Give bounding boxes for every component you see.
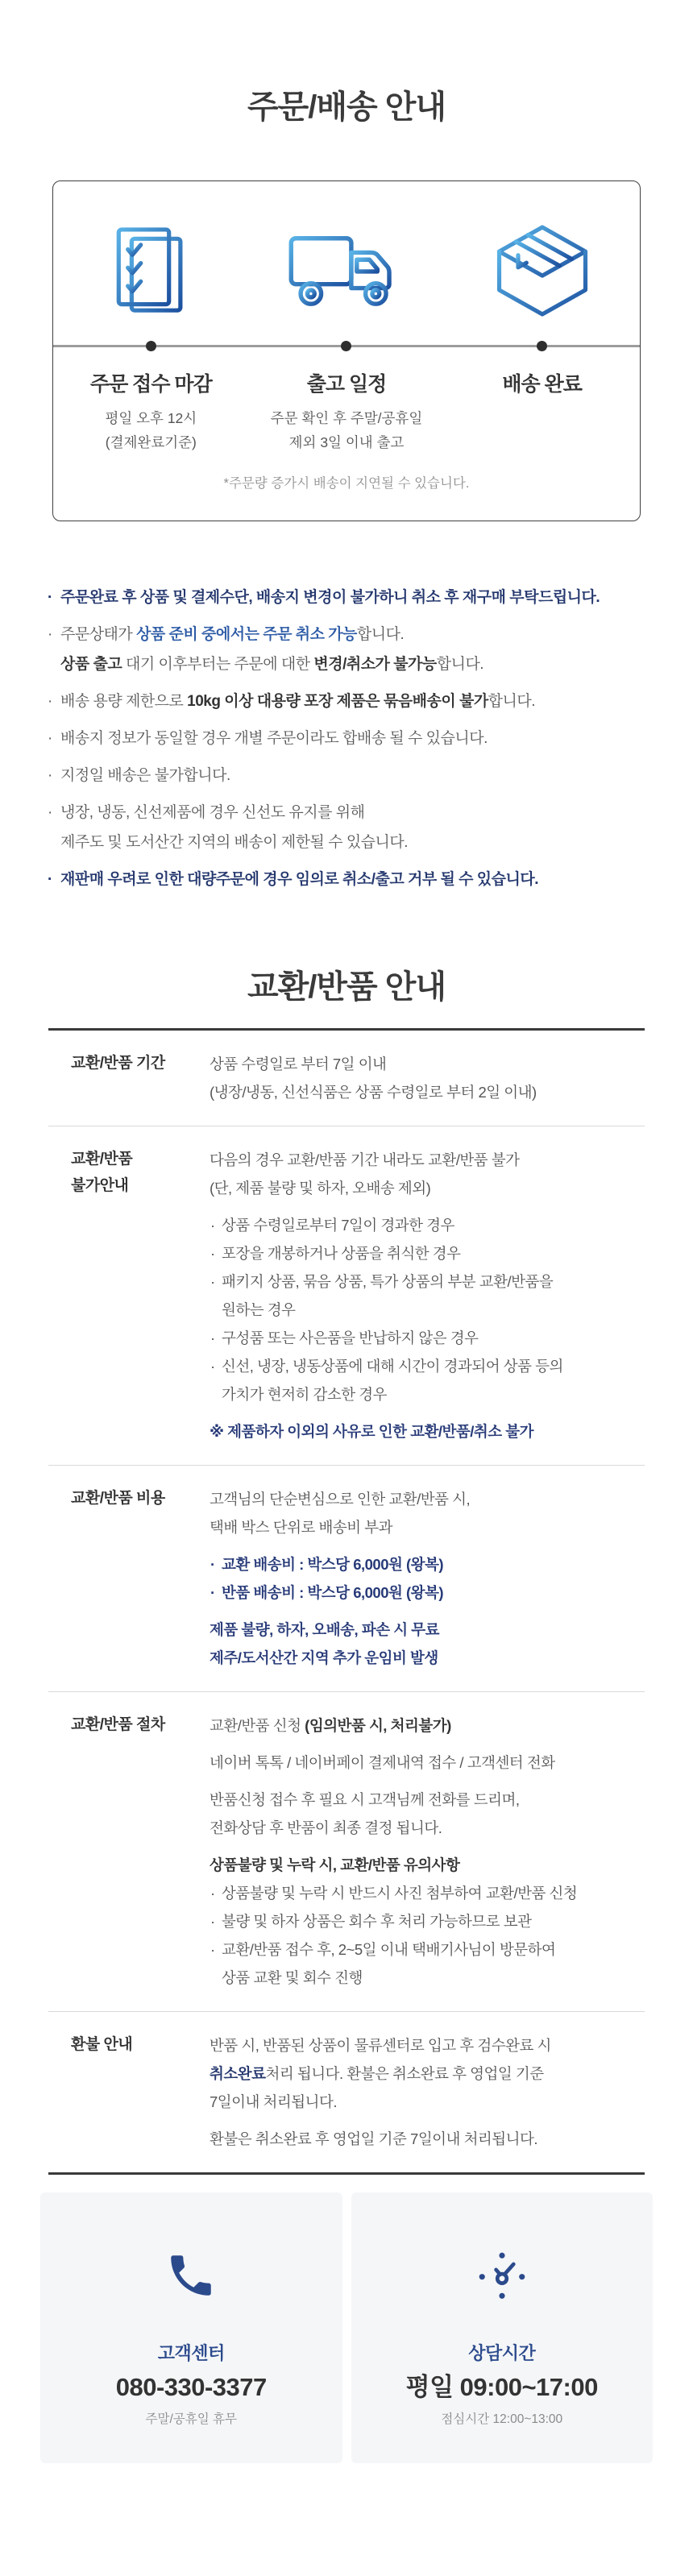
step-desc-shipping-schedule xyxy=(249,406,445,454)
policy-row xyxy=(48,1031,645,1126)
policy-row-label: 교환/반품 불가안내 xyxy=(71,1151,133,1194)
notice-item: · 주문상태가 상품 준비 중에서는 주문 취소 가능합니다. 상품 출고 대기 이후부터는 주문에 대한 변경/취소가 불가능합니다. xyxy=(47,620,661,679)
bullet-marker: · xyxy=(48,693,52,710)
truck-icon xyxy=(287,227,406,318)
policy-row-label: 환불 안내 xyxy=(71,2036,133,2053)
policy-bullet-item: · 패키지 상품, 묶음 상품, 특가 상품의 부분 교환/반품을 원하는 경우 xyxy=(210,1267,633,1324)
timeline xyxy=(53,341,640,351)
notice-item: · 재판매 우려로 인한 대량주문에 경우 임의로 취소/출고 거부 될 수 있습니다. xyxy=(47,865,661,894)
customer-center-title: 고객센터 xyxy=(157,2343,225,2363)
policy-row-content xyxy=(210,1711,645,1992)
policy-row-content xyxy=(210,1146,645,1446)
policy-row xyxy=(48,1692,645,2012)
consult-hours-value: 평일 09:00~17:00 xyxy=(405,2373,598,2401)
policy-row xyxy=(48,1466,645,1692)
policy-row-label: 교환/반품 기간 xyxy=(71,1055,165,1072)
phone-icon xyxy=(40,2244,342,2307)
policy-bullet-item: · 구성품 또는 사은품을 반납하지 않은 경우 xyxy=(210,1324,633,1352)
policy-paragraph: 반품신청 접수 후 필요 시 고객님께 전화를 드리며, 전화상담 후 반품이 최종 결정 됩니다. xyxy=(210,1791,520,1836)
customer-center-closed-note: 주말/공휴일 휴무 xyxy=(145,2412,237,2426)
policy-row-label: 교환/반품 비용 xyxy=(71,1490,165,1507)
shipping-delay-note: *주문량 증가시 배송이 지연될 수 있습니다. xyxy=(223,476,470,491)
bullet-marker: · xyxy=(210,1913,215,1930)
notice-item: · 배송지 정보가 동일할 경우 개별 주문이라도 합배송 될 수 있습니다. xyxy=(47,724,661,753)
policy-row xyxy=(48,1126,645,1466)
step-label-shipping-schedule: 출고 일정 xyxy=(306,373,387,396)
policy-paragraph: 반품 시, 반품된 상품이 물류센터로 입고 후 검수완료 시 취소완료처리 됩니다. 환불은 취소완료 후 영업일 기준 7일이내 처리됩니다. xyxy=(210,2037,551,2110)
policy-bullet-item: · 포장을 개봉하거나 상품을 취식한 경우 xyxy=(210,1239,633,1267)
customer-center-card xyxy=(40,2192,342,2463)
bullet-marker: · xyxy=(48,871,52,888)
policy-paragraph: 다음의 경우 교환/반품 기간 내라도 교환/반품 불가 xyxy=(210,1151,520,1168)
bullet-marker: · xyxy=(210,1217,215,1234)
policy-row-content xyxy=(210,1050,645,1106)
consult-hours-card xyxy=(351,2192,654,2463)
step-descs-row xyxy=(53,406,640,454)
package-icon xyxy=(493,223,591,322)
bullet-marker: · xyxy=(210,1556,215,1573)
policy-row-label: 교환/반품 절차 xyxy=(71,1716,165,1733)
consult-hours-title: 상담시간 xyxy=(468,2343,536,2363)
step-desc-line: 평일 오후 12시 xyxy=(105,410,197,426)
notice-item: · 배송 용량 제한으로 10kg 이상 대용량 포장 제품은 묶음배송이 불가합니다. xyxy=(47,687,661,716)
step-delivery-complete xyxy=(444,223,640,321)
policy-paragraph: ※ 제품하자 이외의 사유로 인한 교환/반품/취소 불가 xyxy=(210,1423,534,1440)
bullet-marker: · xyxy=(48,730,52,747)
policy-bullet-item: · 반품 배송비 : 박스당 6,000원 (왕복) xyxy=(210,1578,633,1607)
notice-item: · 주문완료 후 상품 및 결제수단, 배송지 변경이 불가하니 취소 후 재구매 부탁드립니다. xyxy=(47,583,661,612)
bullet-marker: · xyxy=(48,589,52,606)
exchange-return-policy-table xyxy=(48,1028,645,2175)
clock-icon xyxy=(351,2244,654,2307)
step-label-order-deadline: 주문 접수 마감 xyxy=(89,373,212,396)
policy-bullet-item: · 교환 배송비 : 박스당 6,000원 (왕복) xyxy=(210,1550,633,1578)
policy-row-content xyxy=(210,2031,645,2153)
bullet-marker: · xyxy=(210,1584,215,1601)
policy-bullet-item: · 상품 수령일로부터 7일이 경과한 경우 xyxy=(210,1211,633,1239)
bullet-marker: · xyxy=(210,1941,215,1958)
policy-paragraph: 제품 불량, 하자, 오배송, 파손 시 무료 xyxy=(210,1621,439,1638)
shipping-notices-list xyxy=(47,583,661,894)
page-title-order-shipping: 주문/배송 안내 xyxy=(247,89,446,125)
consult-lunch-time: 점심시간 12:00~13:00 xyxy=(441,2412,563,2426)
policy-row-content xyxy=(210,1485,645,1672)
bullet-marker: · xyxy=(210,1329,215,1346)
policy-paragraph: 상품 수령일로 부터 7일 이내 xyxy=(210,1056,387,1072)
customer-center-phone-number: 080-330-3377 xyxy=(115,2373,267,2401)
bullet-marker: · xyxy=(210,1885,215,1902)
step-label-delivery-complete: 배송 완료 xyxy=(502,373,582,396)
step-desc-line: 제외 3일 이내 출고 xyxy=(288,434,405,450)
policy-bullet-item: · 상품불량 및 누락 시 반드시 사진 첨부하여 교환/반품 신청 xyxy=(210,1879,633,1907)
policy-bullet-item: · 신선, 냉장, 냉동상품에 대해 시간이 경과되어 상품 등의 가치가 현저히 감소한 경우 xyxy=(210,1352,633,1408)
policy-paragraph: 네이버 톡톡 / 네이버페이 결제내역 접수 / 고객센터 전화 xyxy=(210,1754,555,1771)
bullet-marker: · xyxy=(48,626,52,643)
policy-bullet-item: · 교환/반품 접수 후, 2~5일 이내 택배기사님이 방문하여 상품 교환 및 회수 진행 xyxy=(210,1935,633,1992)
policy-paragraph: (단, 제품 불량 및 하자, 오배송 제외) xyxy=(210,1180,431,1197)
bullet-marker: · xyxy=(48,767,52,784)
policy-paragraph: 상품불량 및 누락 시, 교환/반품 유의사항 xyxy=(210,1856,460,1873)
step-desc-line: (결제완료기준) xyxy=(105,434,197,450)
policy-paragraph: 제주/도서산간 지역 추가 운임비 발생 xyxy=(210,1649,438,1666)
notice-item: · 지정일 배송은 불가합니다. xyxy=(47,761,661,790)
shipping-timeline-box xyxy=(52,180,641,521)
step-order-deadline xyxy=(53,223,249,321)
bullet-marker: · xyxy=(210,1358,215,1375)
bullet-marker: · xyxy=(210,1273,215,1290)
checklist-icon xyxy=(109,223,193,322)
notice-item: · 냉장, 냉동, 신선제품에 경우 신선도 유지를 위해 제주도 및 도서산간 지역의 배송이 제한될 수 있습니다. xyxy=(47,798,661,857)
timeline-dot-3 xyxy=(537,341,547,351)
step-desc-line: 주문 확인 후 주말/공휴일 xyxy=(270,410,423,426)
policy-row xyxy=(48,2012,645,2172)
policy-paragraph: 환불은 취소완료 후 영업일 기준 7일이내 처리됩니다. xyxy=(210,2130,538,2147)
step-shipping-schedule xyxy=(249,223,445,321)
step-desc-order-deadline xyxy=(53,406,249,454)
step-icons-row xyxy=(53,223,640,321)
timeline-dot-2 xyxy=(341,341,351,351)
bullet-marker: · xyxy=(210,1245,215,1262)
timeline-dot-1 xyxy=(146,341,156,351)
policy-paragraph: 택배 박스 단위로 배송비 부과 xyxy=(210,1519,393,1536)
policy-bullet-item: · 불량 및 하자 상품은 회수 후 처리 가능하므로 보관 xyxy=(210,1907,633,1935)
footer-cards xyxy=(40,2192,653,2463)
bullet-marker: · xyxy=(48,804,52,821)
policy-paragraph: 교환/반품 신청 (임의반품 시, 처리불가) xyxy=(210,1717,451,1734)
policy-paragraph: 고객님의 단순변심으로 인한 교환/반품 시, xyxy=(210,1491,471,1508)
policy-paragraph: (냉장/냉동, 신선식품은 상품 수령일로 부터 2일 이내) xyxy=(210,1084,537,1101)
step-labels-row xyxy=(53,371,640,398)
page-title-exchange-return: 교환/반품 안내 xyxy=(247,969,446,1005)
